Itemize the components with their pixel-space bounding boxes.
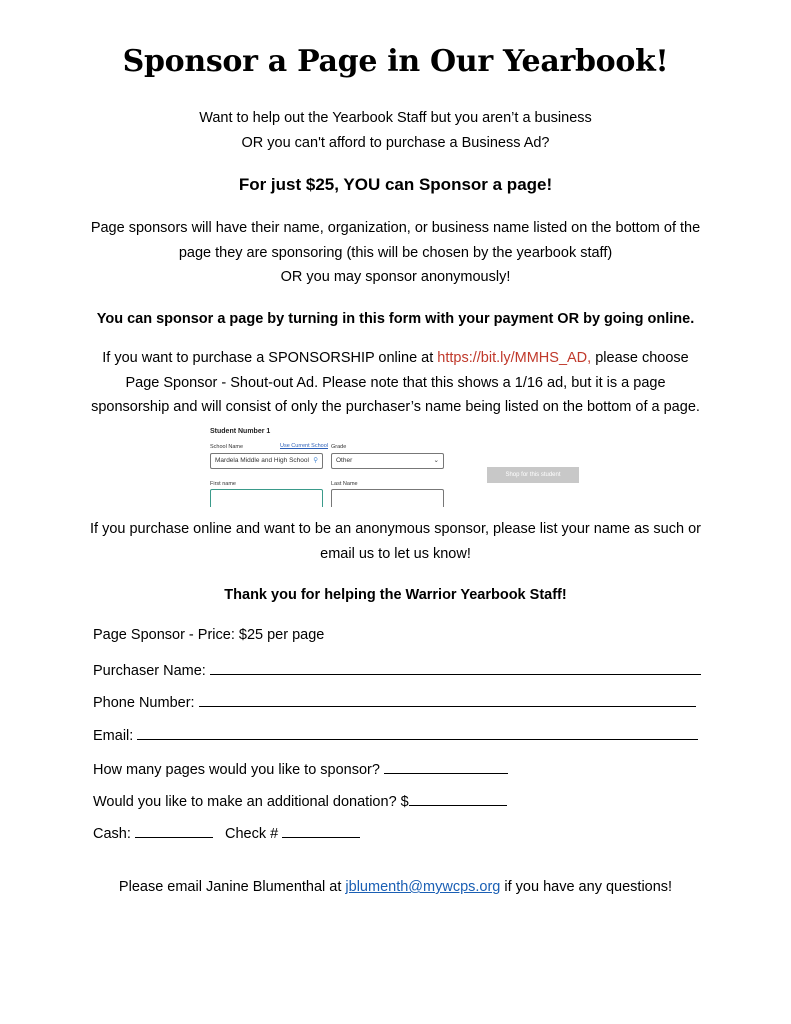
online-prefix: If you want to purchase a SPONSORSHIP online at xyxy=(102,350,438,366)
check-number-field[interactable] xyxy=(282,823,360,838)
donation-label: Would you like to make an additional donation? $ xyxy=(93,794,409,810)
anonymous-line-1: If you purchase online and want to be an anonymous sponsor, please list your name as such or xyxy=(90,521,701,537)
purchaser-name-field[interactable] xyxy=(210,660,701,675)
online-line-3: sponsorship and will consist of only the purchaser’s name being listed on the bottom of a page. xyxy=(91,399,700,415)
shop-for-student-button: Shop for this student xyxy=(487,467,579,483)
contact-footer xyxy=(0,879,791,895)
school-name-field xyxy=(210,453,323,469)
order-form-screenshot xyxy=(205,425,585,507)
footer-prefix: Please email Janine Blumenthal at xyxy=(118,879,346,895)
email-row xyxy=(93,725,698,744)
first-name-field xyxy=(210,489,323,507)
search-icon: ⚲ xyxy=(313,457,318,464)
footer-suffix: if you have any questions! xyxy=(500,879,673,895)
payment-row xyxy=(93,823,360,842)
purchaser-name-label: Purchaser Name: xyxy=(93,663,206,679)
thank-you: Thank you for helping the Warrior Yearbook Staff! xyxy=(224,587,567,603)
intro-line-1: Want to help out the Yearbook Staff but you aren’t a business xyxy=(199,110,592,126)
cash-label: Cash: xyxy=(93,826,131,842)
pages-label: How many pages would you like to sponsor? xyxy=(93,762,380,778)
contact-email-link[interactable]: jblumenth@mywcps.org xyxy=(345,879,501,895)
description-line-1: Page sponsors will have their name, organization, or business name listed on the bottom of the xyxy=(90,220,701,236)
donation-field[interactable] xyxy=(409,791,507,806)
description xyxy=(80,216,711,290)
anonymous-note xyxy=(80,517,711,566)
online-line-2: Page Sponsor - Shout-out Ad. Please note that this shows a 1/16 ad, but it is a page xyxy=(125,374,666,391)
sponsorship-url-link[interactable]: https://bit.ly/MMHS_AD, xyxy=(437,350,592,366)
phone-number-row xyxy=(93,692,696,711)
email-label: Email: xyxy=(93,728,134,744)
phone-number-label: Phone Number: xyxy=(93,695,195,711)
page-title: Sponsor a Page in Our Yearbook! xyxy=(122,44,669,79)
use-current-school-link: Use Current School xyxy=(280,443,328,449)
email-field[interactable] xyxy=(137,725,698,740)
first-name-label: First name xyxy=(210,481,236,487)
cash-field[interactable] xyxy=(135,823,213,838)
description-line-2: page they are sponsoring (this will be chosen by the yearbook staff) xyxy=(178,244,613,261)
price-subhead: For just $25, YOU can Sponsor a page! xyxy=(238,175,553,194)
grade-select xyxy=(331,453,444,469)
pages-row xyxy=(93,759,508,778)
purchaser-name-row xyxy=(93,660,701,679)
intro xyxy=(80,106,711,155)
pages-field[interactable] xyxy=(384,759,508,774)
chevron-down-icon: ⌄ xyxy=(433,457,439,464)
intro-line-2: OR you can't afford to purchase a Business Ad? xyxy=(241,134,550,151)
online-suffix: please choose xyxy=(591,350,689,366)
online-instructions xyxy=(60,346,731,420)
donation-row xyxy=(93,791,507,810)
phone-number-field[interactable] xyxy=(199,692,696,707)
screenshot-heading: Student Number 1 xyxy=(210,428,271,435)
grade-label: Grade xyxy=(331,444,347,450)
grade-value: Other xyxy=(336,457,353,464)
price-line: Page Sponsor - Price: $25 per page xyxy=(93,627,325,643)
school-name-value: Mardela Middle and High School xyxy=(215,457,309,464)
last-name-label: Last Name xyxy=(331,481,358,487)
description-line-3: OR you may sponsor anonymously! xyxy=(280,269,511,285)
check-label: Check # xyxy=(225,826,279,842)
last-name-field xyxy=(331,489,444,507)
school-name-label: School Name xyxy=(210,444,244,450)
how-to-sponsor: You can sponsor a page by turning in this form with your payment OR by going online. xyxy=(96,311,695,327)
anonymous-line-2: email us to let us know! xyxy=(320,545,471,562)
